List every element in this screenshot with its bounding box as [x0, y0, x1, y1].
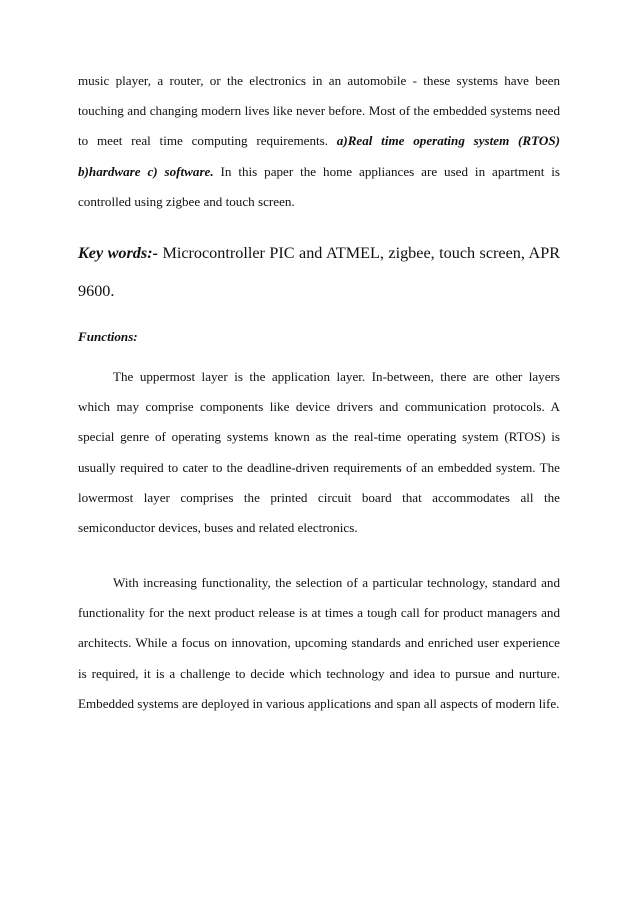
keywords-text: Microcontroller PIC and ATMEL, zigbee, touch screen, APR 9600. [78, 244, 560, 300]
functionality-paragraph: With increasing functionality, the selection of a particular technology, standard and functionality for the next product release is at times a tough call for product managers and architects. While a focus on innovation, upcoming standards and enriched user experience is required, it is a challenge to decide which technology and idea to pursue and nurture. Embedded systems are deployed in various applications and span all aspects of modern life. [78, 575, 560, 711]
intro-paragraph [78, 66, 560, 217]
intro-text-a: music player, a router, or the electronics in an automobile - these systems have been touching and changing modern lives like never before. Most of the embedded systems need to meet real time computing requirements. [78, 73, 560, 149]
keywords-line [78, 234, 560, 310]
layers-paragraph: The uppermost layer is the application layer. In-between, there are other layers which may comprise components like device drivers and communication protocols. A special genre of operating systems known as the real-time operating system (RTOS) is usually required to cater to the deadline-driven requirements of an embedded system. The lowermost layer comprises the printed circuit board that accommodates all the semiconductor devices, buses and related electronics. [78, 369, 560, 536]
functions-heading: Functions: [78, 329, 138, 344]
intro-text-b: In this paper the home appliances are used in apartment is controlled using zigbee and touch screen. [78, 163, 560, 209]
keywords-label: Key words:- [78, 244, 158, 262]
intro-emphasis: a)Real time operating system (RTOS) b)hardware c) software. [78, 133, 561, 179]
